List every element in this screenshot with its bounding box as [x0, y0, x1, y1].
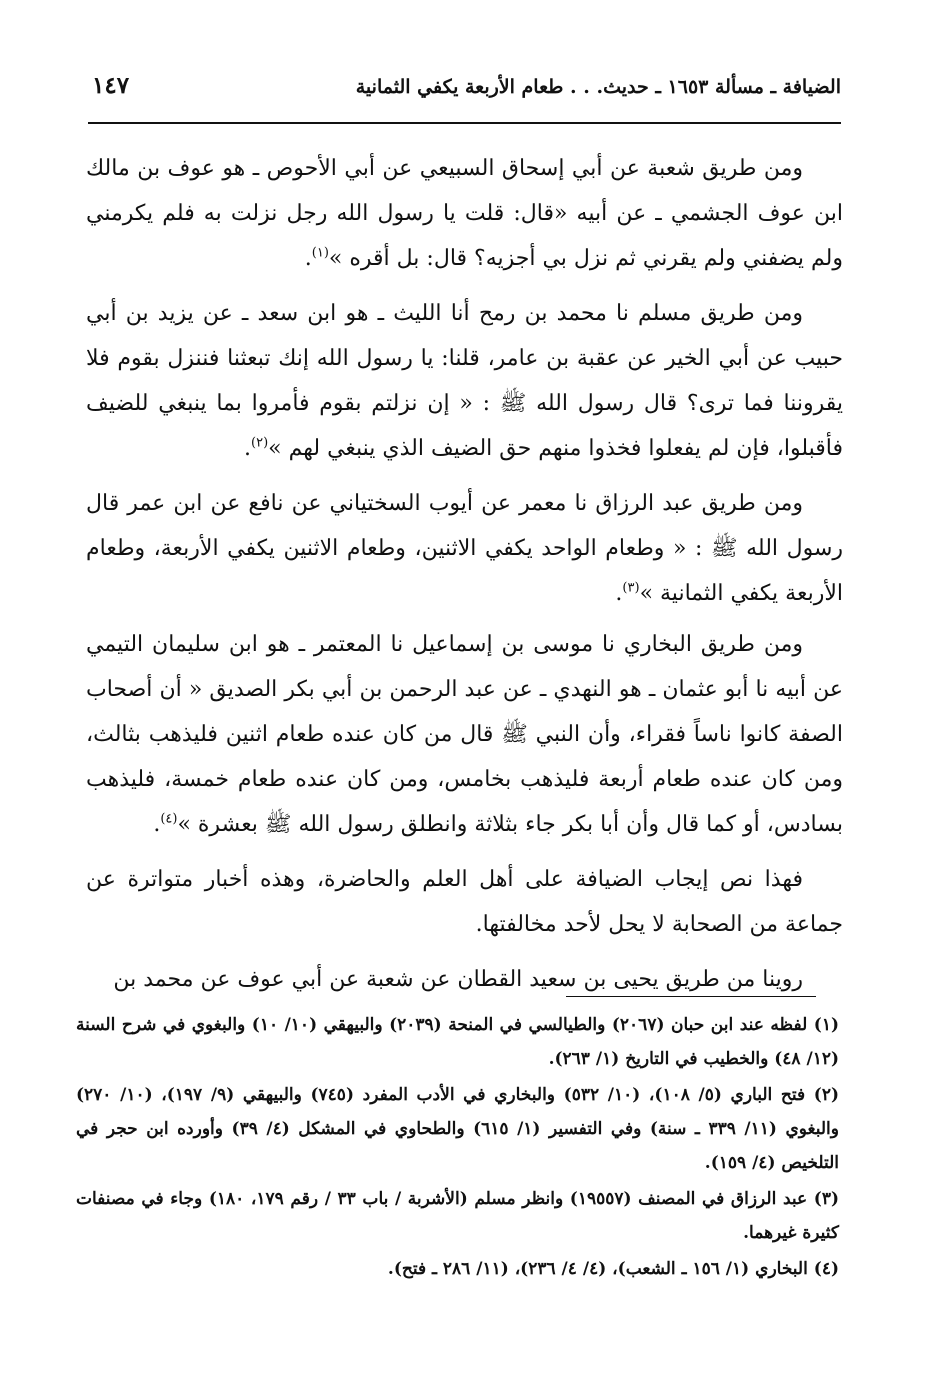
paragraph-2 [86, 291, 843, 471]
paragraph-text: روينا من طريق يحيى بن سعيد القطان عن شعبة عن أبي عوف عن محمد بن [113, 967, 803, 992]
paragraph-text: ومن طريق البخاري نا موسى بن إسماعيل نا المعتمر ـ هو ابن سليمان التيمي عن أبيه نا أبو عثمان ـ هو النهدي ـ عن عبد الرحمن بن أبي بكر الصديق « أن أصحاب الصفة كانوا ناساً فقراء، وأن النبي ﷺ قال من كان عنده طعام اثنين فليذهب بثالث، ومن كان عنده طعام أربعة فليذهب بخامس، ومن كان عنده طعام خمسة، فليذهب بسادس، أو كما قال وأن أبا بكر جاء بثلاثة وانطلق رسول الله ﷺ بعشرة » [86, 632, 843, 837]
footnote-text: لفظه عند ابن حبان (٢٠٦٧) والطيالسي في المنحة (٢٠٣٩) والبيهقي (١٠/ ١٠) والبغوي في شرح السنة (١٢/ ٤٨) والخطيب في التاريخ (١/ ٢٦٣). [76, 1015, 839, 1069]
footnote-number: (٣) [813, 1189, 840, 1209]
paragraph-4 [86, 622, 843, 847]
footnote-text: فتح الباري (٥/ ١٠٨)، (١٠/ ٥٣٢) والبخاري في الأدب المفرد (٧٤٥) والبيهقي (٩/ ١٩٧)، (١٠/ ٢٧٠) والبغوي (١١/ ٣٣٩ ـ سنة) وفي التفسير (١/ ٦١٥) والطحاوي في المشكل (٤/ ٣٩) وأورده ابن حجر في التلخيص (٤/ ١٥٩). [76, 1085, 839, 1173]
page-header [88, 68, 841, 114]
footnote-ref[interactable]: (٣) [622, 580, 640, 596]
paragraph-1 [86, 146, 843, 281]
footnote-1 [76, 1008, 839, 1076]
footnotes [76, 1008, 839, 1288]
page-number: ١٤٧ [92, 72, 130, 99]
paragraph-text: ومن طريق عبد الرزاق نا معمر عن أيوب السختياني عن نافع عن ابن عمر قال رسول الله ﷺ : « وطعام الواحد يكفي الاثنين، وطعام الاثنين يكفي الأربعة، وطعام الأربعة يكفي الثمانية » [86, 491, 843, 606]
footnote-4 [76, 1252, 839, 1286]
paragraph-end: . [615, 581, 623, 606]
paragraph-end: . [304, 246, 312, 271]
running-title: الضيافة ـ مسألة ١٦٥٣ ـ حديث. . . طعام الأربعة يكفي الثمانية [355, 76, 841, 98]
footnote-number: (٢) [813, 1085, 840, 1105]
header-rule [88, 122, 841, 124]
paragraph-end: . [153, 812, 161, 837]
footnote-ref[interactable]: (٢) [251, 435, 269, 451]
footnote-number: (٤) [813, 1259, 839, 1279]
paragraph-text: ومن طريق مسلم نا محمد بن رمح أنا الليث ـ هو ابن سعد ـ عن يزيد بن أبي حبيب عن أبي الخير عن عقبة بن عامر، قلنا: يا رسول الله إنك تبعثنا فننزل بقوم فلا يقروننا فما ترى؟ قال رسول الله ﷺ : « إن نزلتم بقوم فأمروا بما ينبغي للضيف فأقبلوا، فإن لم يفعلوا فخذوا منهم حق الضيف الذي ينبغي لهم » [86, 301, 843, 461]
paragraph-5 [86, 857, 843, 947]
footnote-rule [566, 996, 816, 997]
footnote-text: عبد الرزاق في المصنف (١٩٥٥٧) وانظر مسلم (الأشربة / باب ٣٣ / رقم ١٧٩، ١٨٠) وجاء في مصنفات كثيرة غيرهما. [76, 1189, 839, 1243]
paragraph-3 [86, 481, 843, 616]
main-text [86, 146, 843, 1012]
paragraph-end: . [244, 436, 251, 461]
footnote-2 [76, 1078, 839, 1180]
paragraph-text: فهذا نص إيجاب الضيافة على أهل العلم والحاضرة، وهذه أخبار متواترة عن جماعة من الصحابة لا يحل لأحد مخالفتها. [86, 867, 843, 937]
footnote-number: (١) [813, 1015, 840, 1035]
footnote-ref[interactable]: (٤) [160, 811, 178, 827]
footnote-ref[interactable]: (١) [311, 245, 329, 261]
paragraph-text: ومن طريق شعبة عن أبي إسحاق السبيعي عن أبي الأحوص ـ هو عوف بن مالك ابن عوف الجشمي ـ عن أبيه «قال: قلت يا رسول الله رجل نزلت به فلم يكرمني ولم يضفني ولم يقرني ثم نزل بي أجزيه؟ قال: بل أقره » [86, 156, 843, 271]
footnote-3 [76, 1182, 839, 1250]
footnote-text: البخاري (١/ ١٥٦ ـ الشعب)، (٤/ ٤/ ٢٣٦)، (١١/ ٢٨٦ ـ فتح). [387, 1259, 808, 1279]
